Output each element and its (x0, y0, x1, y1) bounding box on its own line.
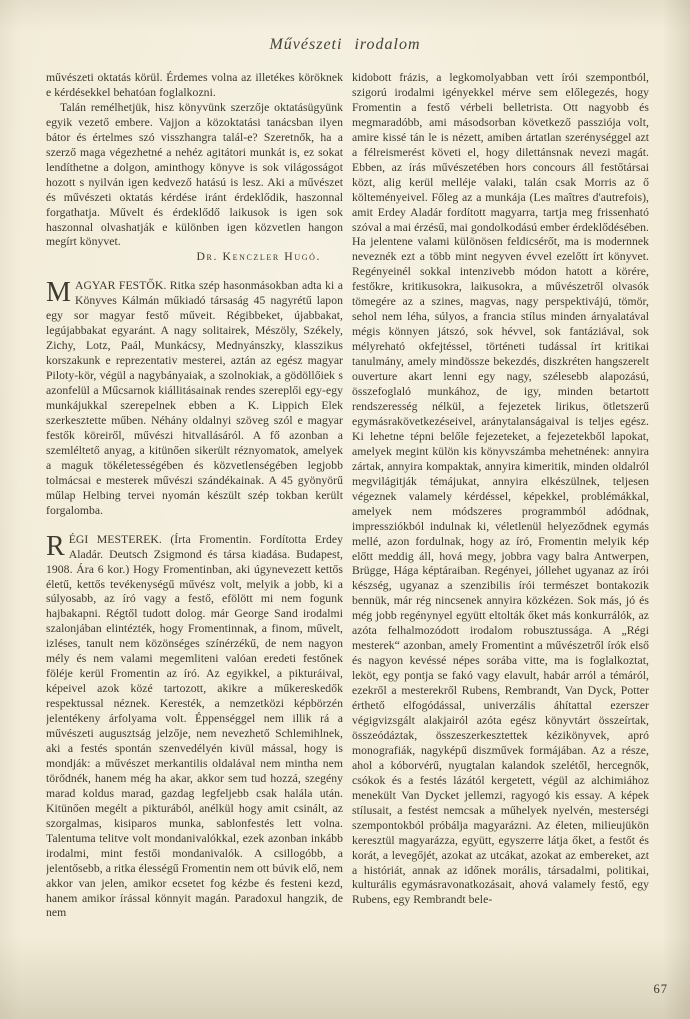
dropcap-initial-r: R (46, 530, 65, 562)
paragraph-continuation-right: kidobott frázis, a legkomolyabban vett írói szempontból, szigorú irodalmi igényekkel mérve sem előlegezés, hogy Fromentin a festő vérbeli belletrista. Ott nagyobb és megmaradóbb, ami másodsorban következő passziója volt, amire kissé tán le is nézett, amiben ártatlan szerénységgel azt a félreismerést követi el, hogy dilettánsnak nevezi magát. Ebben, az írás művészetében hors concours áll festőtársai közt, alig kerül melléje valaki, talán csak Morris az ő költeményeivel. Főleg az a munkája (Les maîtres d'autrefois), amit Erdey Aladár fordított magyarra, tartja meg frissenható szóval a mai érzésű, mai gondolkodású ember érdeklődésében. Ha jelentene valami különösen feldicsérőt, ma is modernnek neveznék ezt a több mint negyven évvel ezelőtt írt könyvet. Regényeinél sokkal intenzivebb módon hatott a körére, festőkre, kritikusokra, laikusokra, a művészetről olvasók tömegére az a szines, magvas, nagy perspektivájú, tömör, sehol nem léha, súlyos, a francia stílus minden árnyalatával mégis könnyen játszó, sok hévvel, sok fantáziával, sok mélyreható okfejtéssel, történeti tudással írt kritikai tanulmány, amely mindössze bekezdés, diszkréten hangszerelt ouverture akart lenni egy nagy, szélesebb alapozású, összefoglaló munkához, de igy, minden betartott rendszeresség nélkül, a fejezetek lirikus, ötletszerű egymásrakövetkezéseivel, aránytalanságaival is teljes egész. Ki lehetne tépni belőle fejezeteket, a fejezetekből lapokat, amelyek megint külön kis könyvszámba mehetnének: annyira zártak, annyira kompaktak, annyira kimeritik, minden oldalról megvilágitják témájukat, annyira elkészülnek, teljesen végeznek valamely kérdéssel, képekkel, problémákkal, amelyek nem módszeres programmból adódnak, impressziókból indulnak ki, véletlenül helyeződnek egymás mellé, azon fordulnak, hogy az író, Fromentin melyik kép előtt meddig áll, hová megy, jobbra vagy balra Antwerpen, Brügge, Hága képtáraiban. Regényei, jóllehet ugyanaz az írói készség, ugyanaz a szenzibilis írói természet bontakozik bennük, már rég nincsenek annyira közkézen. Sok más, jó és még jobb regénynyel együtt eltolták őket más konkurrálók, az azóta felhalmozódott irodalom robusztussága. A „Régi mesterek“ azonban, amely Fromentint a művészetről írók első és nagyon kevéssé népes sorába vitte, ma is foglalkoztat, leköt, egy pontja se fakó vagy elavult, habár arról a témáról, ezekről a mesterekről Rubens, Rembrandt, Van Dyck, Potter érthető elfogódással, univerzális áhítattal ezerszer végigvizsgált alakjairól azóta egész könyvtárt összeírtak, összeódáztak, összeszerkesztettek kézikönyvek, apró monografiák, nagyképű diszművek formájában. Az a része, ahol a kóborvérű, nyugtalan kalandok szelétől, hercegnők, csókok és a festés lázától kergetett, végül az alchimiához menekült Van Dycket jellemzi, ragyogó kis essay. A képek stílusait, a festést nemcsak a műhelyek nyelvén, mesterségi szempontokból próbálja magyarázni. Az életen, milieujükön keresztül magyarázza, együtt, egyszerre látja őket, a festőt és korát, a levegőjét, azokat az utcákat, azokat az embereket, azt a históriát, annak az időnek morális, társadalmi, politikai, kulturális egymásravonatkozásait, ahová valamely festő, egy Rubens, egy Rembrandt bele- (352, 71, 649, 907)
right-column (352, 71, 649, 965)
article-magyar-festok (46, 279, 343, 518)
page-header: Művészeti irodalom (269, 36, 421, 53)
article-text: AGYAR FESTŐK. Ritka szép hasonmásokban adta ki a Könyves Kálmán műkiadó társaság 45 nagyrétű lapon egy sor magyar festő műveit. Régibbeket, újabbakat, legújabbakat egyaránt. A nagy solitairek, Mészöly, Székely, Zichy, Lotz, Paál, Munkácsy, Mednyánszky, klasszikus korszakunk e reprezentativ mesterei, aztán az egész magyar Piloty-kör, végül a nagybányaiak, a szolnokiak, a gödöllőiek s azonfelül a Műcsarnok kiállitásainak rendes szereplői egy-egy munkájukkal szerepelnek ebben a K. Lippich Elek szerkesztette műben. Néhány oldalnyi szöveg szól e magyar festők köreiről, művészi hitvallásáról. A fő azonban a szemléltető anyag, a kitünően sikerült réznyomatok, amelyek a maguk tökéletességében és közvetlenségében legjobb tolmácsai e mesterek művészi szándékainak. A 45 gyönyörű műlap Helbing tervei nyomán készült szép tokban került forgalomba. (46, 279, 343, 517)
author-signature: Dr. Kenczler Hugó. (196, 250, 321, 264)
article-body (46, 530, 343, 922)
article-body (46, 279, 343, 518)
left-column (46, 71, 343, 965)
article-text: ÉGI MESTEREK. (Írta Fromentin. Fordította Erdey Aladár. Deutsch Zsigmond és társa kiadása. Budapest, 1908. Ára 6 kor.) Hogy Fromentinban, aki úgynevezett kettős életű, kettős tevékenységű művész volt, melyik a jobb, ki a súlyosabb, az író vagy a festő, efölött mi nem fogunk hajbakapni. Régtől tudott dolog. már George Sand irodalmi szalonjában elintézték, hogy Fromentinnak, a finom, művelt, izléses, tanult nem közönséges színérzékű, de nem nagyon mély és nem valami megemliteni valóan eredeti festőnek föléje kerül Fromentin az író. Az egyikkel, a pikturáival, képeivel azok közé tartozott, akikre a műkereskedők respektussal néznek. Keresték, a nemzetközi képbörzén jelentékeny árfolyama volt. Éppenséggel nem illik rá a művészeti augusztság jelzője, nem nevezhető Schlemihlnek, aki a festés spontán szenvedélyén kivül mással, hogy is mondják: a művészet merkantilis oldalával nem mintha nem törődnék, hanem még ha akar, akkor sem tud hozzá, szegény marad koldus marad, gazdag legfeljebb csak halála után. Kitünően megélt a pikturából, anélkül hogy amit csinált, az szorgalmas, kisiparos munka, sablonfestés lett volna. Talentuma telitve volt mondanivalókkal, ezek azonban inkább irodalmi, mint festői mondanivalók. A csillogóbb, a jelentősebb, a ritka élességű Fromentin nem ott búvik elő, nem akkor van jelen, amikor ecsetet fog kézbe és festeni kezd, hanem amikor írással könnyit magán. Paradoxul hangzik, de nem (46, 532, 343, 920)
page-number: 67 (653, 982, 668, 996)
paragraph-review-conclusion: Talán remélhetjük, hisz könyvünk szerzője oktatásügyünk egyik vezető embere. Vajjon a közoktatási tanácsban ilyen bátor és értelmes szó visszhangra talál-e? Szeretnők, ha a szerző maga végezhetné a nehéz agitátori munkát is, ez sokat lendíthetne a dolgon, aminthogy könyve is sok világosságot hozott s nyilván igen kedvező hatású is lesz. Aki a művészet és művészeti oktatás kérdése iránt érdeklődik, haszonnal forgathatja. Művelt és érdeklődő laikusok is igen sok haszonnal olvashatják e különben igen közvetlen hangon megírt könyvet. (46, 100, 343, 249)
paragraph-continuation: művészeti oktatás körül. Érdemes volna az illetékes köröknek e kérdésekkel behatóan foglalkozni. (46, 71, 343, 99)
article-regi-mesterek (46, 530, 343, 922)
dropcap-initial-m: M (46, 277, 71, 309)
